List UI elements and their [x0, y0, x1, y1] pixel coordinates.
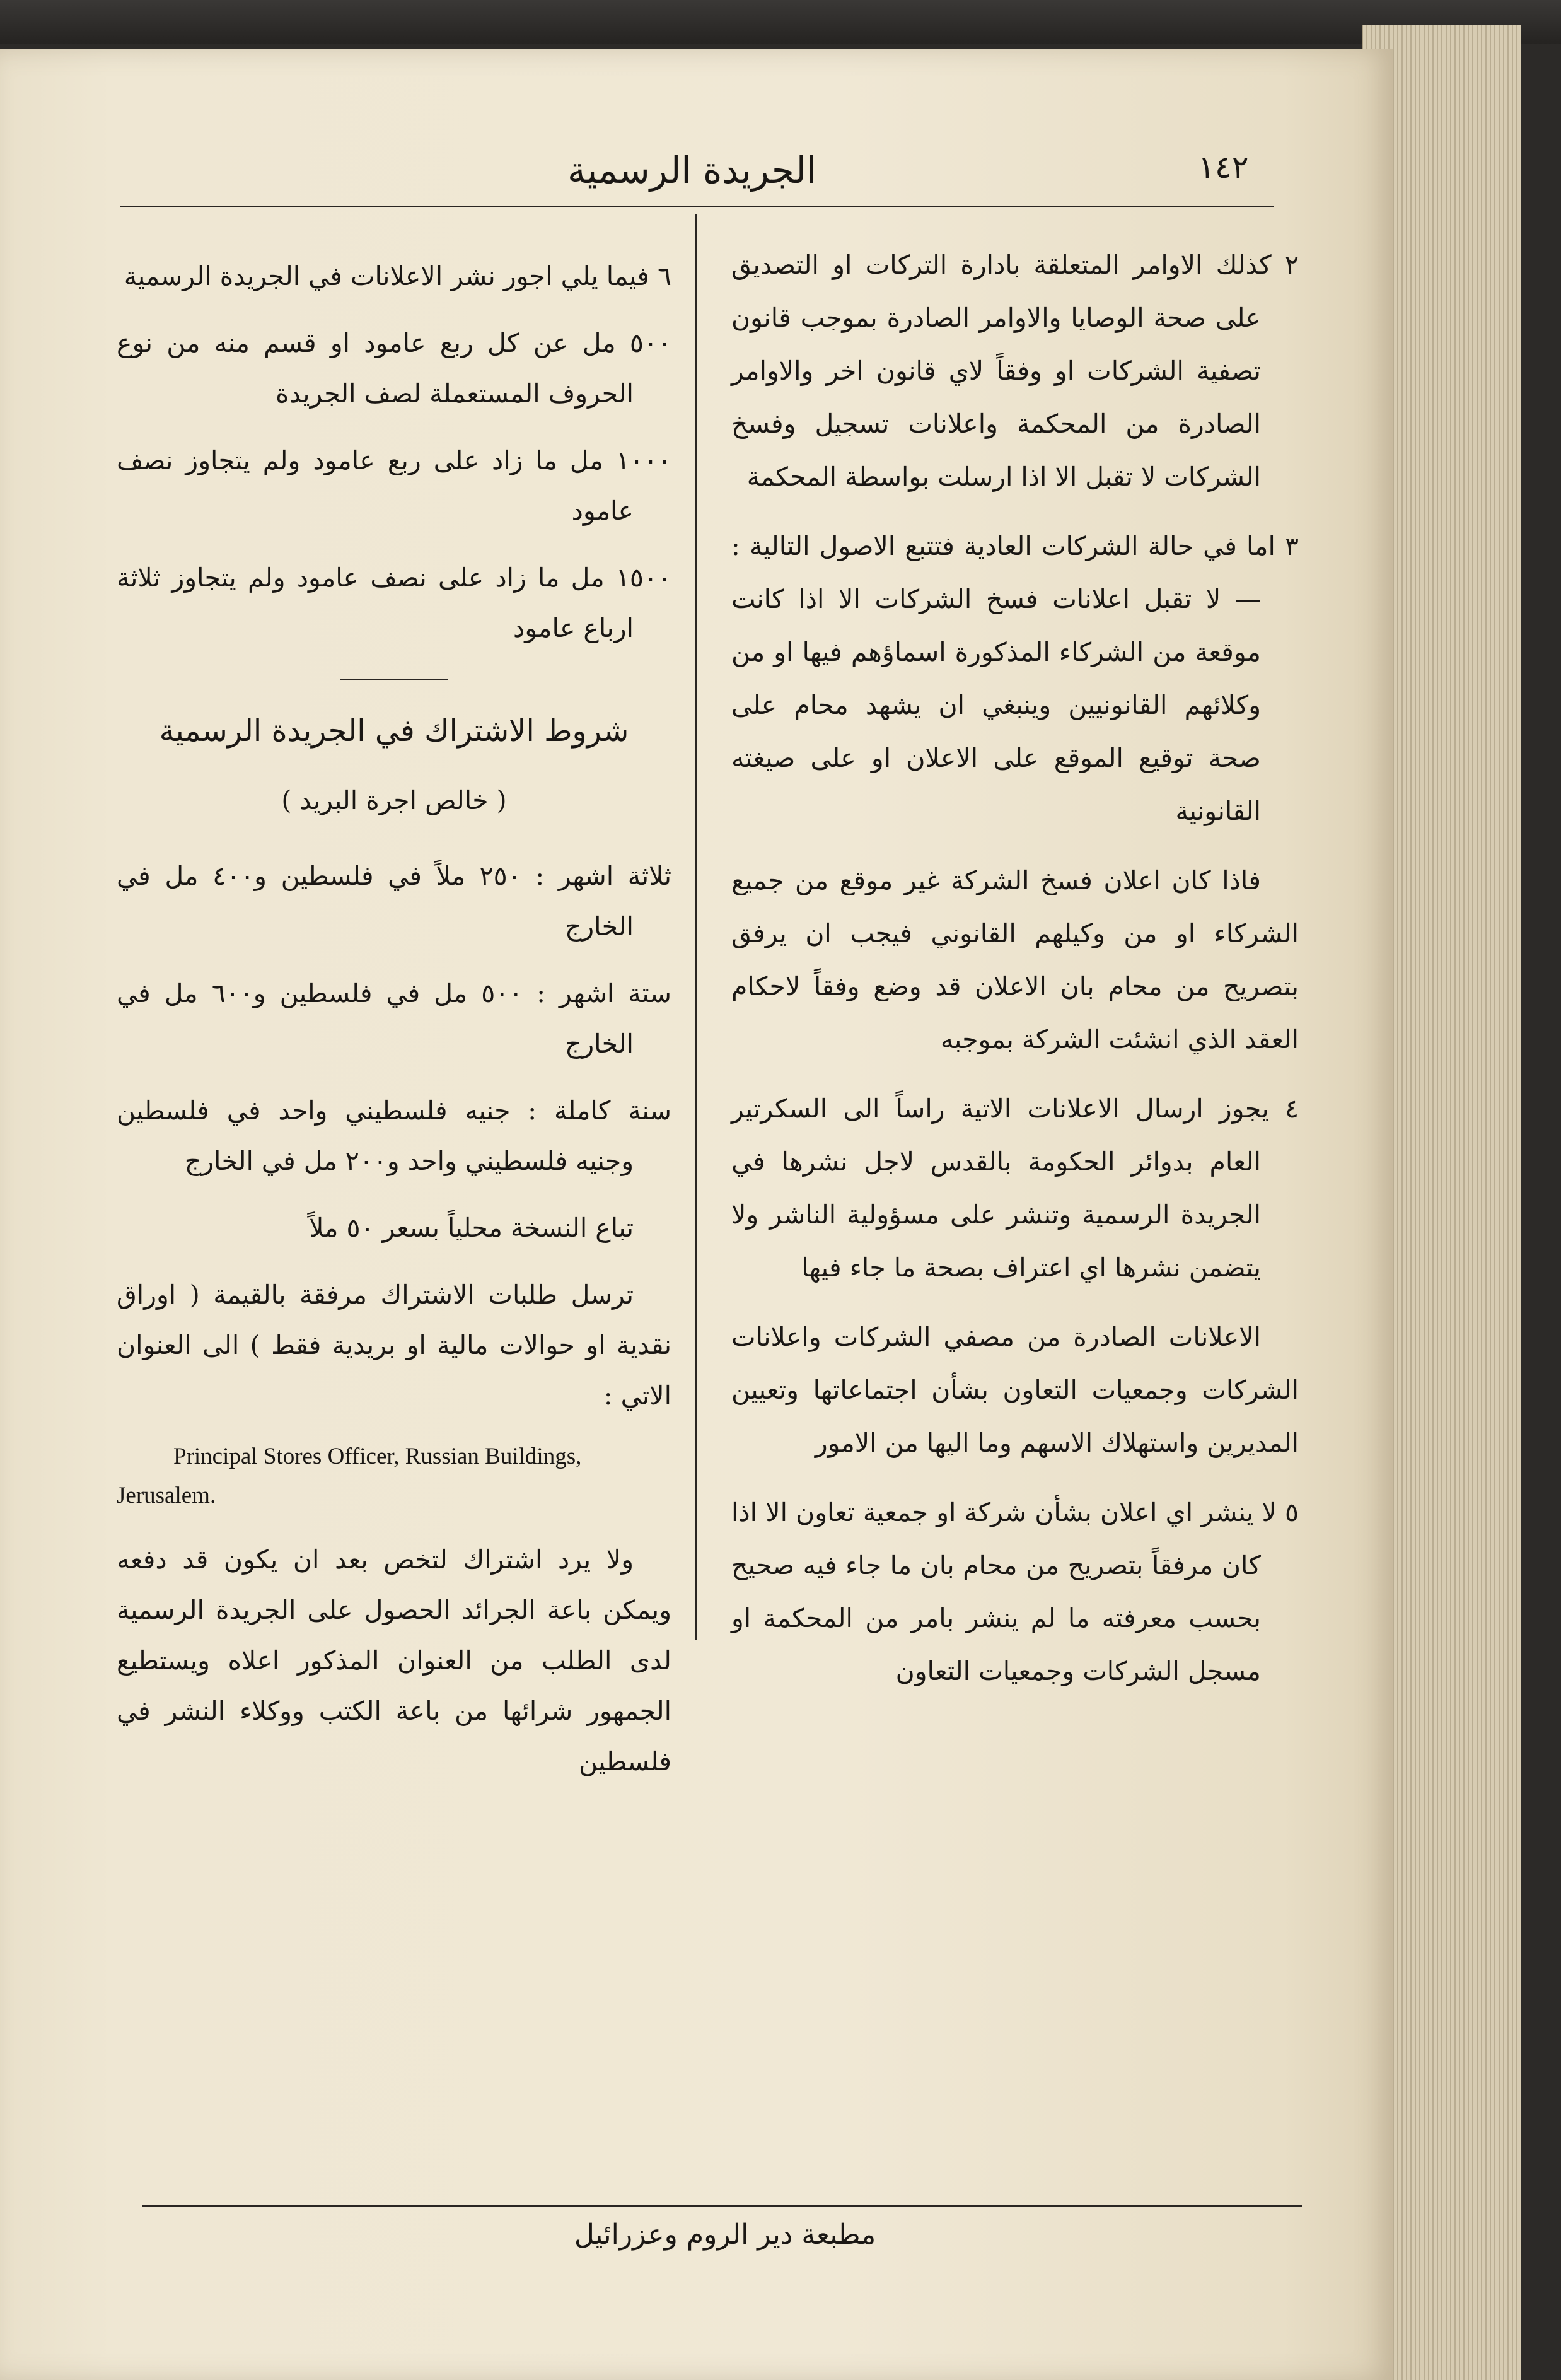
column-divider — [695, 214, 697, 1640]
fee-item: ٥٠٠ مل عن كل ربع عامود او قسم منه من نوع الحروف المستعملة لصف الجريدة — [117, 328, 671, 409]
rate-item: ثلاثة اشهر : ٢٥٠ ملاً في فلسطين و٤٠٠ مل في الخارج — [117, 861, 671, 942]
section-divider — [340, 679, 448, 680]
book-cover-top — [0, 0, 1561, 44]
right-column — [731, 238, 1299, 1714]
paragraph-4: ٤ يجوز ارسال الاعلانات الاتية راساً الى السكرتير العام بدوائر الحكومة بالقدس لاجل نشرها في الجريدة الرسمية وتنشر على مسؤولية الناشر ولا يتضمن نشرها اي اعتراف بصحة ما جاء فيها — [731, 1094, 1299, 1283]
paragraph-3: ٣ اما في حالة الشركات العادية فتتبع الاصول التالية :— لا تقبل اعلانات فسخ الشركات الا اذا كانت موقعة من الشركاء المذكورة اسماؤهم فيها او من وكلائهم القانونيين وينبغي ان يشهد محام على صحة توقيع الموقع على الاعلان او على صيغته القانونية — [731, 531, 1299, 826]
header-rule — [120, 206, 1274, 207]
subscription-heading: شروط الاشتراك في الجريدة الرسمية — [159, 713, 629, 749]
rate-item: سنة كاملة : جنيه فلسطيني واحد في فلسطين وجنيه فلسطيني واحد و٢٠٠ مل في الخارج — [117, 1095, 671, 1176]
paragraph-2: ٢ كذلك الاوامر المتعلقة بادارة التركات او التصديق على صحة الوصايا والاوامر الصادرة بموجب قانون تصفية الشركات او وفقاً لاي قانون اخر والاوامر الصادرة من المحكمة واعلانات تسجيل وفسخ الشركات لا تقبل الا اذا ارسلت بواسطة المحكمة — [731, 250, 1299, 492]
address-line: Jerusalem. — [117, 1483, 216, 1508]
address-line: Principal Stores Officer, Russian Buildings, — [173, 1444, 582, 1469]
footer-rule — [142, 2205, 1302, 2207]
paragraph-4-list: الاعلانات الصادرة من مصفي الشركات واعلانات الشركات وجمعيات التعاون بشأن اجتماعاتها وتعيين المديرين واستهلاك الاسهم وما اليها من الامور — [731, 1322, 1299, 1458]
fees-title: ٦ فيما يلي اجور نشر الاعلانات في الجريدة الرسمية — [124, 261, 671, 291]
document-page — [0, 49, 1393, 2380]
paragraph-3-continued: فاذا كان اعلان فسخ الشركة غير موقع من جميع الشركاء او من وكيلهم القانوني فيجب ان يرفق بتصريح من محام بان الاعلان قد وضع وفقاً لاحكام العقد الذي انشئت الشركة بموجبه — [731, 865, 1299, 1054]
closing-paragraph: ولا يرد اشتراك لتخص بعد ان يكون قد دفعه ويمكن باعة الجرائد الحصول على الجريدة الرسمية لدى الطلب من العنوان المذكور اعلاه ويستطيع الجمهور شرائها من باعة الكتب ووكلاء النشر في فلسطين — [117, 1544, 671, 1776]
fee-item: ١٠٠٠ مل ما زاد على ربع عامود ولم يتجاوز نصف عامود — [117, 445, 671, 526]
page-number: ١٤٢ — [1198, 149, 1249, 185]
left-column — [117, 251, 671, 1803]
subscription-instructions: ترسل طلبات الاشتراك مرفقة بالقيمة ( اوراق نقدية او حوالات مالية او بريدية فقط ) الى العنوان الاتي : — [117, 1280, 671, 1411]
paragraph-5: ٥ لا ينشر اي اعلان بشأن شركة او جمعية تعاون الا اذا كان مرفقاً بتصريح من محام بان ما جاء فيه صحيح بحسب معرفته ما لم ينشر بامر من المحكمة او مسجل الشركات وجمعيات التعاون — [731, 1497, 1299, 1686]
single-copy-price: تباع النسخة محلياً بسعر ٥٠ ملاً — [309, 1213, 634, 1243]
rate-item: ستة اشهر : ٥٠٠ مل في فلسطين و٦٠٠ مل في الخارج — [117, 978, 671, 1059]
postal-address — [117, 1437, 671, 1515]
running-title: الجريدة الرسمية — [567, 149, 817, 192]
postage-note: ( خالص اجرة البريد ) — [281, 785, 507, 815]
printer-imprint: مطبعة دير الروم وعزرائيل — [574, 2219, 876, 2251]
fee-item: ١٥٠٠ مل ما زاد على نصف عامود ولم يتجاوز ثلاثة ارباع عامود — [117, 563, 671, 643]
